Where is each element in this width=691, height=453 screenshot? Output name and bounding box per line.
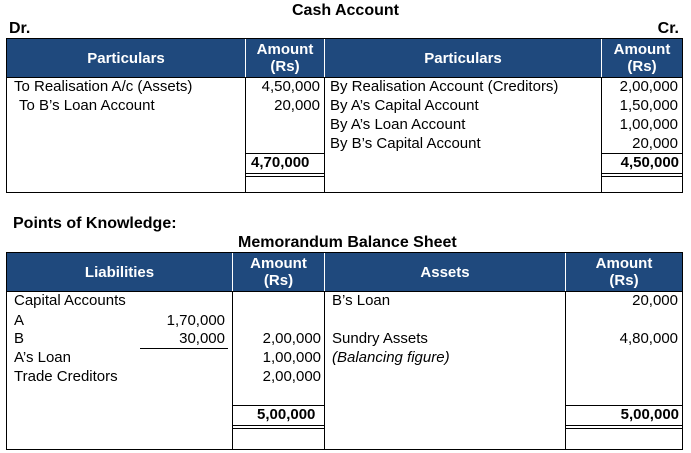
credit-row-amount: 1,00,000 [619,116,678,133]
b-loan-amount: 20,000 [632,292,678,309]
partner-b-amount: 30,000 [179,330,225,347]
cr-label: Cr. [657,20,679,37]
points-of-knowledge-heading: Points of Knowledge: [13,215,177,232]
liabilities-total: 5,00,000 [257,406,316,423]
trade-creditors-label: Trade Creditors [14,368,118,385]
header-particulars-right: Particulars [325,39,601,77]
debit-row-particular: To B’s Loan Account [19,97,155,114]
credit-row-particular: By A’s Capital Account [330,97,479,114]
header-amount-left: Amount (Rs) [233,253,324,291]
debit-total: 4,70,000 [251,154,310,171]
a-loan-label: A’s Loan [14,349,71,366]
header-amount-left: Amount (Rs) [246,39,324,77]
partner-b-label: B [14,330,25,347]
a-loan-amount: 1,00,000 [262,349,321,366]
debit-row-amount: 20,000 [274,97,320,114]
cash-account-table [6,38,683,193]
b-loan-label: B’s Loan [332,292,391,309]
credit-row-particular: By Realisation Account (Creditors) [330,78,559,95]
sundry-assets-label: Sundry Assets [332,330,428,347]
capital-total-amount: 2,00,000 [262,330,321,347]
debit-row-particular: To Realisation A/c (Assets) [14,78,193,95]
balancing-figure-note: (Balancing figure) [332,349,450,366]
debit-row-amount: 4,50,000 [261,78,320,95]
credit-row-particular: By A’s Loan Account [330,116,466,133]
header-amount-right: Amount (Rs) [566,253,682,291]
cash-account-title: Cash Account [292,2,399,19]
credit-row-amount: 20,000 [632,135,678,152]
header-assets: Assets [325,253,565,291]
credit-row-particular: By B’s Capital Account [330,135,481,152]
credit-total: 4,50,000 [620,154,679,171]
assets-total: 5,00,000 [620,406,679,423]
credit-row-amount: 2,00,000 [619,78,678,95]
header-particulars-left: Particulars [7,39,245,77]
balance-sheet-table [6,252,683,450]
capital-accounts-label: Capital Accounts [14,292,126,309]
header-amount-right: Amount (Rs) [602,39,682,77]
balance-sheet-title: Memorandum Balance Sheet [238,234,457,251]
partner-a-label: A [14,312,25,329]
dr-label: Dr. [9,20,31,37]
sundry-assets-amount: 4,80,000 [619,330,678,347]
credit-row-amount: 1,50,000 [619,97,678,114]
trade-creditors-amount: 2,00,000 [262,368,321,385]
header-liabilities: Liabilities [7,253,232,291]
partner-a-amount: 1,70,000 [166,312,225,329]
